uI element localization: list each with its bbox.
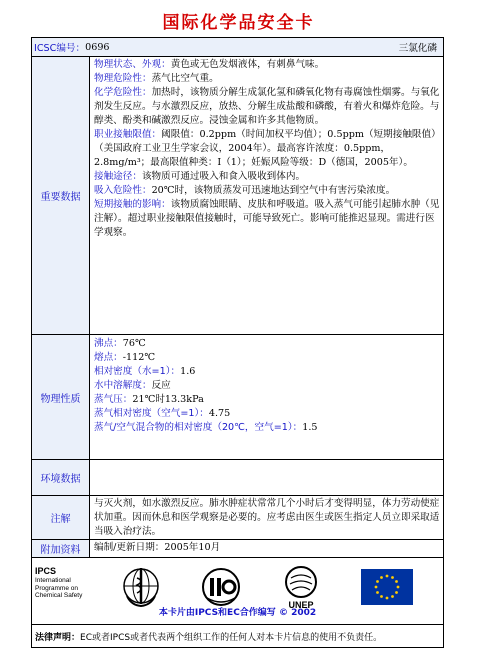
physical-item-key: 水中溶解度：	[94, 380, 152, 391]
important-item-value: 加热时，该物质分解生成氯化氢和磷氧化物有毒腐蚀性烟雾。与氧化剂发生反应。与水激烈反应，放热、分解生成盐酸和磷酸，有着火和爆炸危险。与醇类、酚类和碱激烈反应。浸蚀金属和许多其他物质。	[94, 87, 440, 126]
icsc-label: ICSC编号：	[34, 43, 86, 54]
additional-info-label: 附加资料	[32, 540, 90, 557]
important-item-key: 短期接触的影响：	[94, 199, 171, 210]
important-item	[94, 128, 440, 170]
physical-item	[94, 421, 440, 435]
important-item	[94, 86, 440, 128]
additional-info-content: 编制/更新日期：2005年10月	[94, 542, 221, 553]
eu-star	[375, 586, 378, 589]
legal-statement	[32, 624, 443, 647]
environment-content	[91, 460, 443, 495]
physical-properties-section	[32, 335, 443, 460]
eu-star	[376, 591, 379, 594]
physical-properties-label: 物理性质	[32, 335, 90, 459]
notes-label: 注解	[32, 496, 90, 539]
physical-item	[94, 379, 440, 393]
ipcs-line-2: Programme on	[35, 584, 78, 592]
physical-item-key: 沸点：	[94, 338, 123, 349]
important-item	[94, 184, 440, 198]
ipcs-logo	[35, 566, 95, 600]
who-emblem-icon	[121, 566, 161, 608]
eu-star	[376, 580, 379, 583]
important-item-value: 20℃时，该物质蒸发可迅速地达到空气中有害污染浓度。	[151, 185, 396, 196]
physical-properties-content	[91, 335, 443, 459]
card-title: 国际化学品安全卡	[162, 13, 315, 33]
unep-emblem-icon	[281, 564, 321, 610]
physical-item-value: 76℃	[122, 338, 146, 349]
important-item-value: 黄色或无色发烟液体，有刺鼻气味。	[170, 59, 325, 70]
physical-item	[94, 351, 440, 365]
credit-line: 本卡片由IPCS和EC合作编写 © 2002	[158, 608, 317, 618]
important-item-value: 阈限值：0.2ppm（时间加权平均值）；0.5ppm（短期接触限值）（美国政府工业卫生学家会议，2004年）。最高容许浓度：0.5ppm，2.8mg/m³；最高限值种类：I（1）；妊娠风险等级：D（德国，2005年）。	[94, 129, 436, 168]
important-item-value: 蒸气比空气重。	[151, 73, 219, 84]
physical-item-value: 1.6	[180, 366, 196, 377]
important-item-key: 物理状态、外观：	[94, 59, 171, 70]
ipcs-title: IPCS	[35, 566, 57, 576]
physical-item-key: 蒸气/空气混合物的相对密度（20℃，空气=1）：	[94, 422, 303, 433]
physical-item	[94, 365, 440, 379]
physical-item	[94, 393, 440, 407]
important-item	[94, 72, 440, 86]
additional-info-section	[32, 540, 443, 558]
eu-star	[397, 586, 400, 589]
physical-item-value: 1.5	[302, 422, 318, 433]
eu-star	[386, 575, 389, 578]
physical-item	[94, 407, 440, 421]
important-item-key: 接触途径：	[94, 171, 142, 182]
important-item	[94, 58, 440, 72]
chemical-name: 三氯化磷	[398, 43, 437, 54]
important-item-value: 该物质可通过吸入和食入吸收到体内。	[141, 171, 306, 182]
important-item-key: 吸入危险性：	[94, 185, 152, 196]
eu-star	[380, 576, 383, 579]
environment-section	[32, 460, 443, 496]
physical-item-key: 熔点：	[94, 352, 123, 363]
physical-item-key: 蒸气相对密度（空气=1）：	[94, 408, 209, 419]
ipcs-line-3: Chemical Safety	[35, 592, 83, 599]
important-data-label: 重要数据	[32, 57, 90, 334]
eu-star	[380, 595, 383, 598]
physical-item-value: 反应	[151, 380, 171, 391]
eu-star	[391, 576, 394, 579]
eu-star	[395, 591, 398, 594]
physical-item-value: -112℃	[122, 352, 156, 363]
physical-item	[94, 337, 440, 351]
important-item	[94, 198, 440, 240]
notes-section	[32, 496, 443, 540]
physical-item-value: 4.75	[208, 408, 231, 419]
important-item-key: 职业接触限值：	[94, 129, 162, 140]
ilo-emblem-icon	[201, 566, 241, 608]
icsc-number: 0696	[85, 41, 110, 53]
icsc-card	[31, 37, 444, 648]
environment-label: 环境数据	[32, 460, 90, 495]
logos-section	[32, 558, 443, 627]
eu-star	[386, 597, 389, 600]
important-item-value: 该物质腐蚀眼睛、皮肤和呼吸道。吸入蒸气可能引起肺水肿（见注解）。超过职业接触限值接触时，可能导致死亡。影响可能推迟显现。需进行医学观察。	[94, 199, 440, 238]
ipcs-line-1: International	[35, 577, 71, 584]
unep-label: UNEP	[288, 600, 314, 610]
icsc-header-row	[32, 38, 443, 57]
physical-item-key: 相对密度（水=1）：	[94, 366, 181, 377]
physical-item-value: 21℃时13.3kPa	[132, 394, 204, 405]
eu-flag-icon	[361, 569, 413, 605]
important-data-section	[32, 57, 443, 335]
physical-item-key: 蒸气压：	[94, 394, 133, 405]
important-item-key: 物理危险性：	[94, 73, 152, 84]
legal-label: 法律声明：	[35, 632, 81, 643]
important-item	[94, 170, 440, 184]
important-item-key: 化学危险性：	[94, 87, 152, 98]
eu-star	[391, 595, 394, 598]
eu-star	[395, 580, 398, 583]
important-data-content	[91, 57, 443, 334]
legal-text: EC或者IPCS或者代表两个组织工作的任何人对本卡片信息的使用不负责任。	[80, 632, 383, 643]
notes-content: 与灭火剂，如水激烈反应。肺水肿症状常常几个小时后才变得明显，体力劳动使症状加重。因而休息和医学观察是必要的。应考虑由医生或医生指定人员立即采取适当吸入治疗法。	[94, 498, 440, 537]
